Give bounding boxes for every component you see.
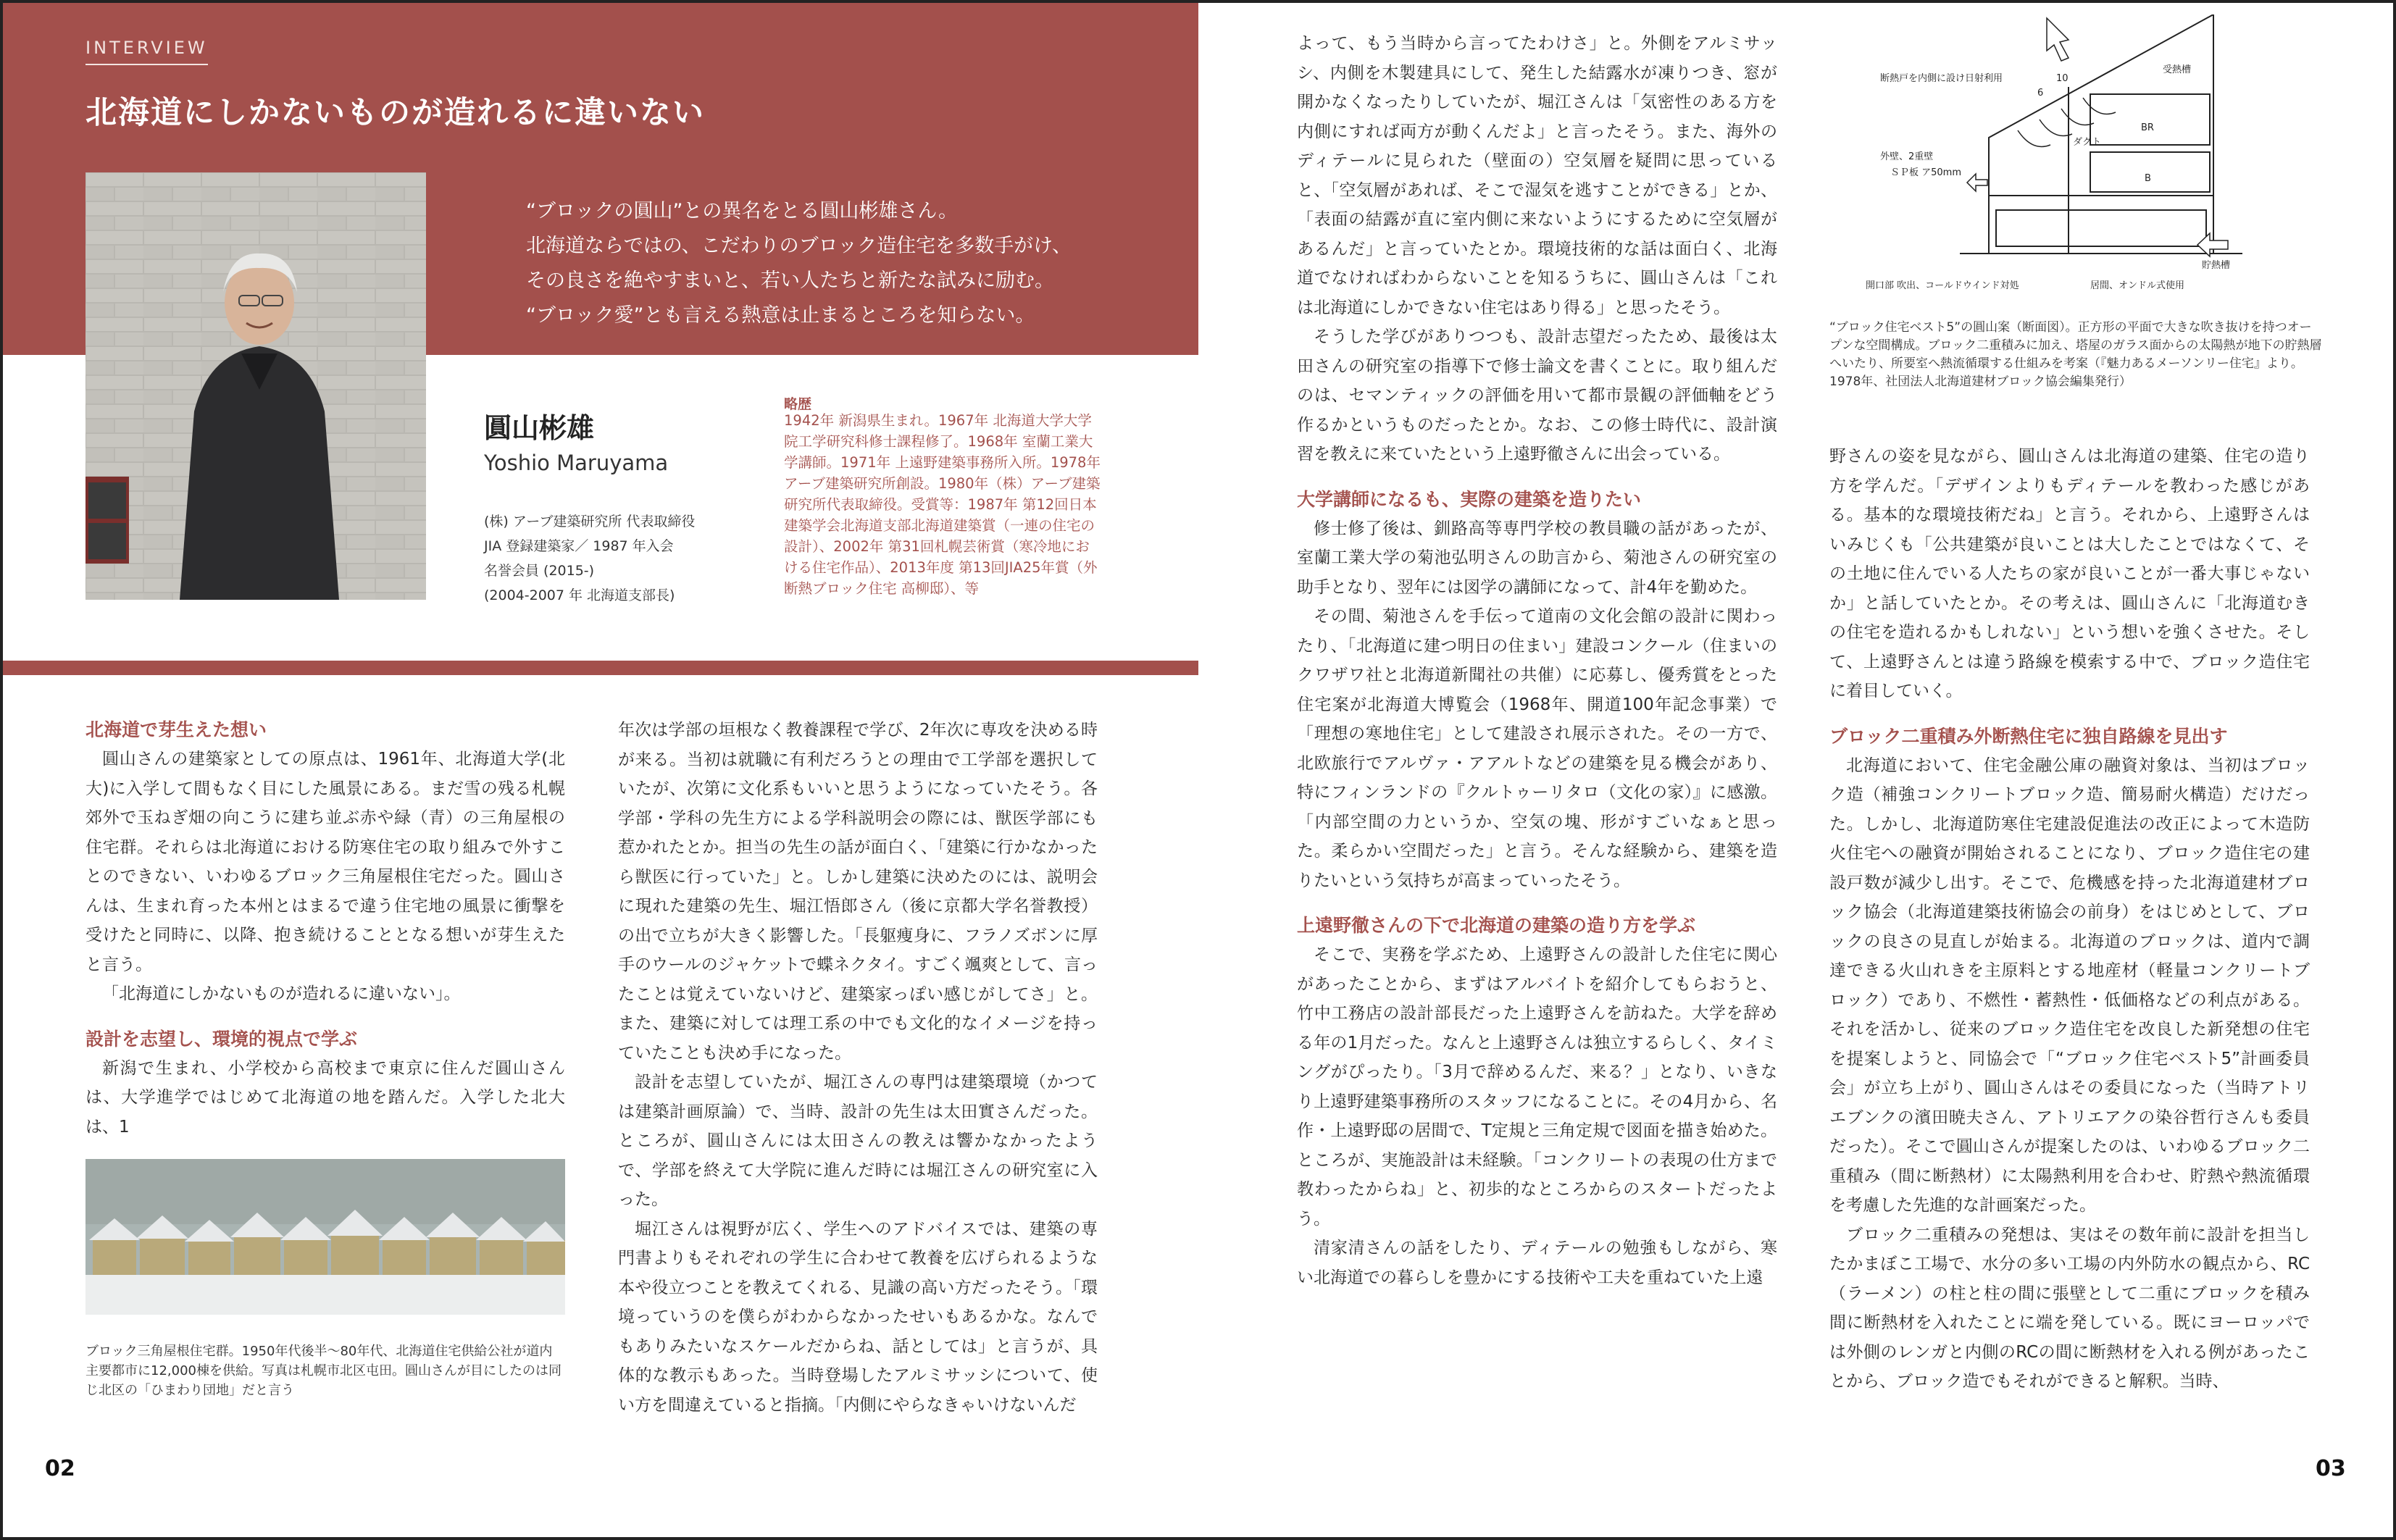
diagram-label: ダクト (2073, 137, 2102, 148)
article-column-2 (618, 716, 1098, 1420)
body-paragraph: 設計を志望していたが、堀江さんの専門は建築環境（かつては建築計画原論）で、当時、設計の先生は太田實さんだった。ところが、圓山さんには太田さんの教えは響かなかったようで、学部を終えて大学院に進んだ時には堀江さんの研究室に入った。 (618, 1073, 1098, 1209)
bio-text: 1942年 新潟県生まれ。1967年 北海道大学大学院工学研究科修士課程修了。1968年 室蘭工業大学講師。1971年 上遠野建築事務所入所。1978年 アーブ建築研究所創設。1980年（株）アーブ建築研究所代表取締役。受賞等：1987年 第12回日本建築学会北海道支部北海道建築賞（一連の住宅の設計）、2002年 第31回札幌芸術賞（寒冷地における住宅作品）、2013年度 第13回JIA25年賞（外断熱ブロック住宅 高柳邸）、等 (784, 412, 1101, 597)
diagram-label: ＳＰ板 ア50mm (1890, 167, 1962, 178)
body-paragraph: 野さんの姿を見ながら、圓山さんは北海道の建築、住宅の造り方を学んだ。「デザインよりもディテールを教わった感じがある。基本的な環境技術だね」と言う。それから、上遠野さんはいみじくも「公共建築が良いことは大したことではなくて、その土地に住んでいる人たちの家が良いことが一番大事じゃないか」と話していたとか。その考えは、圓山さんに「北海道むきの住宅を造れるかもしれない」という想いを強くさせた。そして、上遠野さんとは違う路線を模索する中で、ブロック造住宅に着目していく。 (1829, 447, 2311, 700)
credit-line: JIA 登録建築家／ 1987 年入会 (484, 538, 674, 554)
article-column-3 (1297, 29, 1777, 1292)
body-paragraph: そうした学びがありつつも、設計志望だったため、最後は太田さんの研究室の指導下で修士論文を書くことに。取り組んだのは、セマンティックの評価を用いて都市景観の評価軸をどう作るかというものだったとか。なお、この修士時代に、設計演習を教えに来ていたという上遠野徹さんに出会っている。 (1297, 327, 1778, 464)
profile-credits (484, 509, 695, 608)
section-divider (0, 661, 1198, 675)
article-column-1 (85, 716, 565, 1142)
section-heading: 大学講師になるも、実際の建築を造りたい (1297, 488, 1642, 510)
credit-line: (株) アーブ建築研究所 代表取締役 (484, 514, 696, 530)
diagram-label: 受熱槽 (2163, 64, 2192, 75)
diagram-label: 6 (2037, 88, 2044, 99)
body-paragraph: 修士修了後は、釧路高等専門学校の教員職の話があったが、室蘭工業大学の菊池弘明さんの助言から、菊池さんの研究室の助手となり、翌年には図学の講師になって、計4年を勤めた。 (1297, 519, 1777, 597)
portrait-photo (85, 172, 426, 600)
section-diagram (1851, 14, 2257, 297)
diagram-label: 居間、オンドル式使用 (2090, 280, 2185, 291)
section-heading: 設計を志望し、環境的視点で学ぶ (85, 1028, 358, 1050)
lead-line: “ブロック愛”とも言える熱意は止まるところを知らない。 (526, 304, 1035, 327)
body-paragraph: そこで、実務を学ぶため、上遠野さんの設計した住宅に関心があったことから、まずはアルバイトを紹介してもらおうと、竹中工務店の設計部長だった上遠野さんを訪ねた。大学を辞める年の1月だった。なんと上遠野さんは独立するらしく、タイミングがぴったり。「3月で辞めるんだ、来る？」となり、いきなり上遠野建築事務所のスタッフになることに。その4月から、名作・上遠野邸の居間で、T定規と三角定規で図面を描き始めた。ところが、実施設計は未経験。「コンクリートの表現の仕方まで教わったからね」と、初歩的なところからのスタートだったよう。 (1297, 945, 1777, 1229)
block-houses-photo (85, 1159, 565, 1315)
body-paragraph: その間、菊池さんを手伝って道南の文化会館の設計に関わったり、「北海道に建つ明日の住まい」建設コンクール（住まいのクワザワ社と北海道新聞社の共催）に応募し、優秀賞をとった住宅案が北海道大博覧会（1968年、開道100年記念事業）で「理想の寒地住宅」として建設され展示された。その一方で、北欧旅行でアルヴァ・アアルトなどの建築を見る機会があり、特にフィンランドの『クルトゥーリタロ（文化の家）』に感激。「内部空間の力というか、空気の塊、形がすごいなぁと思った。柔らかい空間だった」と言う。そんな経験から、建築を造りたいという気持ちが高まっていったそう。 (1297, 607, 1778, 890)
body-paragraph: 「北海道にしかないものが造れるに違いない」。 (102, 984, 461, 1003)
diagram-label: 10 (2056, 73, 2069, 84)
lead-line: 北海道ならではの、こだわりのブロック造住宅を多数手がけ、 (526, 235, 1072, 257)
diagram-label: 貯熱槽 (2202, 260, 2231, 271)
section-kicker: INTERVIEW (85, 38, 208, 65)
profile-name-english: Yoshio Maruyama (484, 451, 669, 475)
credit-line: (2004-2007 年 北海道支部長) (484, 587, 675, 603)
diagram-caption: “ブロック住宅ベスト5”の圓山案（断面図）。正方形の平面で大きな吹き抜けを持つオープンな空間構成。ブロック二重積みに加え、塔屋のガラス面からの太陽熱が地下の貯熱層へいたり、所要室へ熱流循環する仕組みを考案（『魅力あるメーソンリー住宅』より。1978年、社団法人北海道建材ブロック協会編集発行） (1829, 320, 2322, 389)
body-paragraph: よって、もう当時から言ってたわけさ」と。外側をアルミサッシ、内側を木製建具にして、発生した結露水が凍りつき、窓が開かなくなったりしていたが、堀江さんは「気密性のある方を内側にすれば両方が動くんだよ」と言ったそう。また、海外のディテールに見られた（壁面の）空気層を疑問に思っていると、「空気層があれば、そこで湿気を逃すことができる」とか、「表面の結露が直に室内側に来ないようにするために空気層があるんだ」と言っていたとか。環境技術的な話は面白く、北海道でなければわからないことを知るうちに、圓山さんは「これは北海道にしかできない住宅はあり得る」と思ったそう。 (1297, 34, 1777, 317)
body-paragraph: 年次は学部の垣根なく教養課程で学び、2年次に専攻を決める時が来る。当初は就職に有利だろうとの理由で工学部を選択していたが、次第に文化系もいいと思うようになっていたそう。各学部・学科の先生方による学科説明会の際には、獣医学部にも惹かれたとか。担当の先生の話が面白く、「建築に行かなかったら獣医に行っていた」と。しかし建築に決めたのには、説明会に現れた建築の先生、堀江悟郎さん（後に京都大学名誉教授）の出で立ちが大きく影響した。「長躯痩身に、フラノズボンに厚手のウールのジャケットで蝶ネクタイ。すごく颯爽として、言ったことは覚えていないけど、建築家っぽい感じがしてさ」と。また、建築に対しては理工系の中でも文化的なイメージを持っていたことも決め手になった。 (618, 721, 1098, 1063)
section-heading: 上遠野徹さんの下で北海道の建築の造り方を学ぶ (1297, 915, 1696, 936)
section-heading: ブロック二重積み外断熱住宅に独自路線を見出す (1829, 725, 2228, 747)
lead-line: その良さを絶やすまいと、若い人たちと新たな試みに励む。 (526, 269, 1054, 292)
body-paragraph: 堀江さんは視野が広く、学生へのアドバイスでは、建築の専門書よりもそれぞれの学生に合わせて教養を広げられるような本や役立つことを教えてくれる、見識の高い方だったそう。「環境っていうのを僕らがわからなかったせいもあるかな。なんでもありみたいなスケールだからね、話としては」と言うが、具体的な教示もあった。当時登場したアルミサッシについて、使い方を間違えていると指摘。「内側にやらなきゃいけないんだ (618, 1219, 1098, 1415)
body-paragraph: 清家清さんの話をしたり、ディテールの勉強もしながら、寒い北海道での暮らしを豊かにする技術や工夫を重ねていた上遠 (1297, 1239, 1777, 1287)
page-number-right: 03 (2316, 1456, 2346, 1481)
credit-line: 名誉会員 (2015-) (484, 563, 595, 579)
bio-title: 略歴 (784, 396, 812, 412)
lead-line: “ブロックの圓山”との異名をとる圓山彬雄さん。 (526, 200, 959, 222)
diagram-label: 外壁、2重壁 (1880, 151, 1934, 162)
photo-caption: ブロック三角屋根住宅群。1950年代後半〜80年代、北海道住宅供給公社が道内主要都市に12,000棟を供給。写真は札幌市北区屯田。圓山さんが目にしたのは同じ北区の「ひまわり団地」だと言う (85, 1344, 562, 1398)
page-number-left: 02 (45, 1456, 75, 1481)
section-heading: 北海道で芽生えた想い (85, 719, 267, 740)
profile-name-japanese: 圓山彬雄 (484, 412, 595, 444)
article-headline: 北海道にしかないものが造れるに違いない (85, 95, 705, 131)
diagram-label: BR (2141, 122, 2154, 133)
body-paragraph: ブロック二重積みの発想は、実はその数年前に設計を担当したかまぼこ工場で、水分の多い工場の内外防水の観点から、RC（ラーメン）の柱と柱の間に張壁として二重にブロックを積み間に断熱材を入れたことに端を発している。既にヨーロッパでは外側のレンガと内側のRCの間に断熱材を入れる例があったことから、ブロック造でもそれができると解釈。当時、 (1829, 1225, 2310, 1391)
lead-paragraph (526, 194, 1178, 333)
diagram-label: 開口部 吹出、コールドウインド対処 (1866, 280, 2019, 291)
body-paragraph: 北海道において、住宅金融公庫の融資対象は、当初はブロック造（補強コンクリートブロック造、簡易耐火構造）だけだった。しかし、北海道防寒住宅建設促進法の改正によって木造防火住宅への融資が開始されることになり、ブロック造住宅の建設戸数が減少し出す。そこで、危機感を持った北海道建材ブロック協会（北海道建築技術協会の前身）をはじめとして、ブロックの良さの見直しが始まる。北海道のブロックは、道内で調達できる火山れきを主原料とする地産材（軽量コンクリートブロック）であり、不燃性・蓄熱性・低価格などの利点がある。それを活かし、従来のブロック造住宅を改良した新発想の住宅を提案しようと、同協会で「“ブロック住宅ベスト5”計画委員会」が立ち上がり、圓山さんはその委員になった（当時アトリエブンクの濱田暁夫さん、アトリエアクの染谷哲行さんも委員だった）。そこで圓山さんが提案したのは、いわゆるブロック二重積み（間に断熱材）に太陽熱利用を合わせ、貯熱や熱流循環を考慮した先進的な計画案だった。 (1829, 756, 2311, 1215)
article-column-4 (1829, 442, 2310, 1397)
diagram-label: B (2145, 173, 2151, 184)
body-paragraph: 圓山さんの建築家としての原点は、1961年、北海道大学(北大)に入学して間もなく目にした風景にある。まだ雪の残る札幌郊外で玉ねぎ畑の向こうに建ち並ぶ赤や緑（青）の三角屋根の住宅群。それらは北海道における防寒住宅の取り組みで外すことのできない、いわゆるブロック三角屋根住宅だった。圓山さんは、生まれ育った本州とはまるで違う住宅地の風景に衝撃を受けたと同時に、以降、抱き続けることとなる想いが芽生えたと言う。 (85, 750, 566, 974)
diagram-label: 断熱戸を内側に設け日射利用 (1880, 73, 2003, 84)
body-paragraph: 新潟で生まれ、小学校から高校まで東京に住んだ圓山さんは、大学進学ではじめて北海道の地を踏んだ。入学した北大は、1 (85, 1058, 565, 1137)
